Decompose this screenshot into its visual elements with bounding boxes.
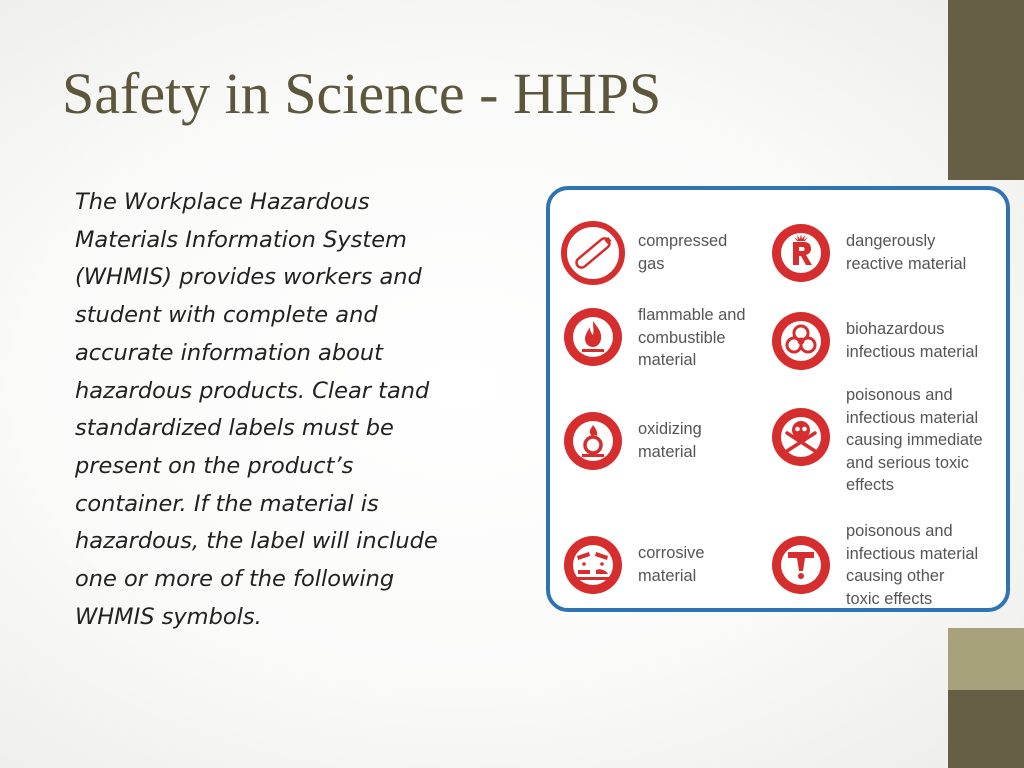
slide-title: Safety in Science - HHPS xyxy=(62,61,662,126)
body-line: WHMIS symbols. xyxy=(75,603,262,630)
symbol-label-reactive: dangerously reactive material xyxy=(846,232,967,273)
symbol-label-poisonous-other: poisonous and infectious material causing other toxic effects xyxy=(846,522,979,608)
body-line: present on the product’s xyxy=(75,452,354,479)
body-text xyxy=(75,184,505,636)
body-line: (WHMIS) provides workers and xyxy=(75,264,422,291)
symbol-label-oxidizing: oxidizing material xyxy=(638,420,702,461)
biohazard-icon xyxy=(768,308,834,374)
body-line: standardized labels must be xyxy=(75,415,394,442)
body-line: container. If the material is xyxy=(75,490,379,517)
body-line: hazardous products. Clear tand xyxy=(75,377,430,404)
skull-crossbones-icon xyxy=(768,404,834,470)
accent-bar-bottom xyxy=(948,690,1024,768)
accent-bar-top xyxy=(948,0,1024,180)
body-line: one or more of the following xyxy=(75,566,395,593)
toxic-t-icon xyxy=(768,532,834,598)
symbol-label-corrosive: corrosive material xyxy=(638,544,705,585)
symbol-label-biohazard: biohazardous infectious material xyxy=(846,320,979,361)
symbol-label-flammable: flammable and combustible material xyxy=(638,306,746,370)
flammable-icon xyxy=(560,304,626,370)
body-line: The Workplace Hazardous xyxy=(75,189,370,215)
symbol-label-poisonous-immediate: poisonous and infectious material causing immediate and serious toxic effects xyxy=(846,386,983,495)
compressed-gas-icon xyxy=(560,220,626,286)
body-line: student with complete and xyxy=(75,302,378,329)
corrosive-icon xyxy=(560,532,626,598)
whmis-symbols-panel xyxy=(546,186,1010,612)
oxidizing-icon xyxy=(560,408,626,474)
reactive-icon xyxy=(768,220,834,286)
accent-bar-middle xyxy=(948,628,1024,690)
body-line: accurate information about xyxy=(75,339,383,366)
body-line: hazardous, the label will include xyxy=(75,528,438,555)
body-line: Materials Information System xyxy=(75,226,407,253)
symbol-label-compressed-gas: compressed gas xyxy=(638,232,728,273)
